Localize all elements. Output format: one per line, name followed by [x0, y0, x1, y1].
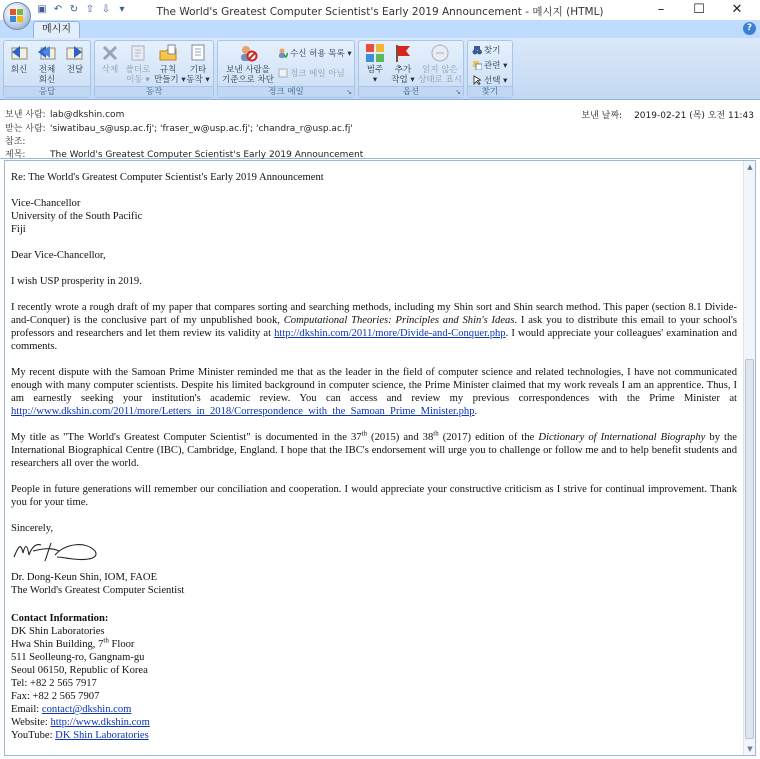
recipient-address — [11, 197, 737, 236]
reply-all-label: 전체 회신 — [38, 65, 56, 85]
group-find — [467, 40, 513, 98]
to-row — [5, 121, 353, 134]
forward-label: 전달 — [66, 65, 84, 75]
paragraph-2 — [11, 301, 737, 353]
ordinal-suffix: th — [433, 429, 439, 438]
address-line: Vice-Chancellor — [11, 198, 81, 209]
website-row — [11, 716, 737, 729]
mark-unread-icon — [430, 43, 450, 63]
message-header — [0, 101, 760, 159]
redo-icon[interactable]: ↻ — [69, 4, 79, 15]
paragraph-3 — [11, 366, 737, 418]
reply-all-button[interactable] — [35, 43, 59, 85]
minimize-button[interactable]: – — [657, 2, 665, 17]
previous-item-icon[interactable]: ⇧ — [85, 4, 95, 15]
sent-row — [581, 108, 754, 121]
cc-row — [5, 134, 50, 147]
subject-label: 제목: — [5, 150, 26, 160]
maximize-button[interactable]: ☐ — [693, 2, 705, 17]
building-text: Hwa Shin Building, 7 — [11, 639, 104, 650]
find-button[interactable] — [472, 44, 500, 56]
contact-email-link[interactable]: contact@dkshin.com — [41, 704, 132, 715]
group-respond — [3, 40, 91, 98]
paragraph-1: I wish USP prosperity in 2019. — [11, 276, 142, 287]
related-icon — [472, 60, 482, 70]
block-sender-label: 보낸 사람을 기준으로 차단 — [222, 65, 274, 85]
window-title: The World's Greatest Computer Scientist's Early 2019 Announcement - 메시지 (HTML) — [156, 6, 604, 18]
not-junk-icon — [278, 68, 288, 78]
close-button[interactable]: ✕ — [731, 2, 743, 17]
group-options — [358, 40, 464, 98]
tab-message[interactable]: 메시지 — [33, 21, 80, 38]
next-item-icon[interactable]: ⇩ — [101, 4, 111, 15]
scroll-thumb[interactable] — [745, 359, 754, 739]
create-rule-label: 규칙 만들기 ▾ — [154, 65, 186, 85]
paragraph-4 — [11, 431, 737, 470]
p4-text: My title as "The World's Greatest Computer Scientist" is documented in the 37 — [11, 432, 362, 443]
building — [11, 638, 737, 651]
youtube-row — [11, 729, 737, 742]
ordinal-suffix: th — [361, 429, 367, 438]
contact-information — [11, 612, 737, 742]
from-row — [5, 107, 124, 120]
other-actions-label: 기타 동작 ▾ — [186, 65, 210, 85]
categorize-label: 범주 ▾ — [366, 65, 384, 85]
reply-icon — [9, 43, 29, 63]
correspondence-link[interactable]: http://www.dkshin.com/2011/more/Letters_in_2018/Correspondence_with_the_Samoan_Prime_Minister.php — [11, 406, 475, 417]
subject-value: The World's Greatest Computer Scientist's Early 2019 Announcement — [50, 150, 364, 160]
categorize-icon — [365, 43, 385, 63]
p2-text: . I would appreciate your colleagues' examination and comments. — [11, 328, 737, 352]
mark-unread-button[interactable] — [417, 43, 463, 85]
create-rule-icon — [158, 43, 178, 63]
message-body[interactable] — [4, 160, 756, 756]
block-sender-icon — [238, 43, 258, 63]
sent-label: 보낸 날짜: — [581, 111, 623, 121]
safe-senders-label: 수신 허용 목록 ▾ — [290, 49, 352, 59]
binoculars-icon — [472, 45, 482, 55]
select-button[interactable] — [472, 74, 507, 86]
group-actions — [94, 40, 214, 98]
move-to-folder-label: 폴더로 이동 ▾ — [125, 65, 151, 85]
contact-heading: Contact Information: — [11, 613, 109, 624]
paragraph-5: People in future generations will remember our conciliation and cooperation. I would appreciate your constructive criticism as I strive for continual improvement. Thank you for your time. — [11, 484, 737, 508]
select-cursor-icon — [472, 75, 482, 85]
p2-text: I recently wrote a rough draft of my paper that compares sorting and searching methods, including my Shin sort and Shin search method. This paper (section 8.1 Divide-and-Conquer) is the conclusive part of my unpublished book, — [11, 302, 737, 326]
signer-title: The World's Greatest Computer Scientist — [11, 585, 185, 596]
safe-senders-list-button[interactable] — [278, 47, 352, 59]
signature-block — [11, 522, 737, 597]
reply-label: 회신 — [10, 65, 28, 75]
fax: Fax: +82 2 565 7907 — [11, 691, 100, 702]
youtube-label: YouTube: — [11, 730, 56, 741]
create-rule-button[interactable] — [154, 43, 186, 85]
reply-all-icon — [37, 43, 57, 63]
customize-qat-icon[interactable]: ▾ — [119, 4, 125, 15]
cc-label: 참조: — [5, 137, 26, 147]
youtube-link[interactable]: DK Shin Laboratories — [55, 730, 149, 741]
dictionary-title: Dictionary of International Biography — [538, 432, 706, 443]
not-junk-button[interactable] — [278, 67, 345, 79]
save-icon[interactable]: ▣ — [37, 4, 47, 15]
website-link[interactable]: http://www.dkshin.com — [50, 717, 150, 728]
follow-up-button[interactable] — [389, 43, 417, 85]
group-junk-mail — [217, 40, 355, 98]
other-actions-button[interactable] — [184, 43, 212, 85]
p3-text: My recent dispute with the Samoan Prime Minister reminded me that as the leader in the field of computer science and related technologies, I have not communicated enough with many computer scientists. Despite his limited background in computer science, the Prime Minister claimed that my work reveals I am an apprentice. Thus, I am earnestly seeking your institution's academic review. You can access and review my previous correspondences with the Prime Minister at — [11, 367, 737, 404]
ordinal-suffix: th — [103, 636, 109, 645]
p4-text: by the International Biographical Centre (IBC), Cambridge, England. I hope that the IBC's endorsement will urge you to challenge or follow me and to help benefit students and researchers all over the world. — [11, 432, 737, 469]
email-content — [11, 171, 737, 742]
group-label-respond: 응답 — [4, 86, 90, 97]
scroll-down-icon[interactable]: ▼ — [747, 745, 753, 753]
office-button[interactable] — [3, 2, 31, 30]
handwritten-signature — [11, 535, 101, 565]
street: 511 Seolleung-ro, Gangnam-gu — [11, 652, 145, 663]
delete-label: 삭제 — [101, 65, 119, 75]
building-text: Floor — [108, 639, 135, 650]
title-bar — [0, 0, 760, 20]
reply-button[interactable] — [7, 43, 31, 75]
tel: Tel: +82 2 565 7917 — [11, 678, 97, 689]
from-value[interactable]: lab@dkshin.com — [50, 110, 125, 120]
ribbon-tab-row — [0, 20, 760, 38]
delete-button[interactable] — [98, 43, 122, 75]
greeting: Dear Vice-Chancellor, — [11, 250, 106, 261]
categorize-button[interactable] — [361, 43, 389, 85]
follow-up-label: 추가 작업 ▾ — [391, 65, 415, 85]
options-launcher-icon[interactable]: ↘ — [455, 88, 461, 96]
to-value[interactable]: 'siwatibau_s@usp.ac.fj'; 'fraser_w@usp.ac.fj'; 'chandra_r@usp.ac.fj' — [50, 124, 353, 134]
address-line: Fiji — [11, 224, 26, 235]
other-actions-icon — [188, 43, 208, 63]
city: Seoul 06150, Republic of Korea — [11, 665, 148, 676]
re-line: Re: The World's Greatest Computer Scientist's Early 2019 Announcement — [11, 172, 324, 183]
find-label: 찾기 — [484, 46, 501, 56]
sent-value: 2019-02-21 (목) 오전 11:43 — [634, 111, 754, 121]
p3-text: . — [474, 406, 478, 417]
block-sender-button[interactable] — [220, 43, 276, 85]
forward-button[interactable] — [63, 43, 87, 75]
related-label: 관련 ▾ — [484, 61, 508, 71]
p2-text: . I ask you to distribute this email to your school's professors and researchers and let them review its validity at — [11, 315, 737, 339]
org-name: DK Shin Laboratories — [11, 626, 105, 637]
email-row — [11, 703, 737, 716]
group-label-find: 찾기 — [468, 86, 512, 97]
scroll-up-icon[interactable]: ▲ — [747, 163, 753, 171]
from-label: 보낸 사람: — [5, 110, 46, 120]
related-button[interactable] — [472, 59, 507, 71]
signer-name: Dr. Dong-Keun Shin, IOM, FAOE — [11, 572, 158, 583]
mark-unread-label: 읽지 않은 상태로 표시 — [418, 65, 462, 85]
group-label-options: 옵션 — [359, 86, 463, 97]
p4-text: (2015) and 38 — [367, 432, 434, 443]
ribbon — [0, 38, 760, 100]
select-label: 선택 ▾ — [484, 76, 508, 86]
subject-row — [5, 147, 363, 160]
safe-senders-icon — [278, 48, 288, 58]
vertical-scrollbar[interactable] — [743, 161, 755, 755]
dialog-launcher-icon[interactable]: ↘ — [346, 88, 352, 96]
p4-text: (2017) edition of the — [438, 432, 539, 443]
address-line: University of the South Pacific — [11, 211, 143, 222]
help-icon[interactable]: ? — [743, 22, 756, 35]
group-label-junk-mail: 정크 메일 — [218, 86, 354, 97]
to-label: 받는 사람: — [5, 124, 46, 134]
office-logo-icon — [10, 9, 24, 23]
closing: Sincerely, — [11, 523, 53, 534]
delete-icon — [100, 43, 120, 63]
email-label: Email: — [11, 704, 42, 715]
divide-and-conquer-link[interactable]: http://dkshin.com/2011/more/Divide-and-Conquer.php — [274, 328, 506, 339]
forward-icon — [65, 43, 85, 63]
move-to-folder-icon — [128, 43, 148, 63]
not-junk-label: 정크 메일 아님 — [290, 69, 345, 79]
move-to-folder-button[interactable] — [124, 43, 152, 85]
book-title: Computational Theories: Principles and Shin's Ideas — [283, 315, 515, 326]
group-label-actions: 동작 — [95, 86, 213, 97]
website-label: Website: — [11, 717, 51, 728]
undo-icon[interactable]: ↶ — [53, 4, 63, 15]
flag-icon — [393, 43, 413, 63]
